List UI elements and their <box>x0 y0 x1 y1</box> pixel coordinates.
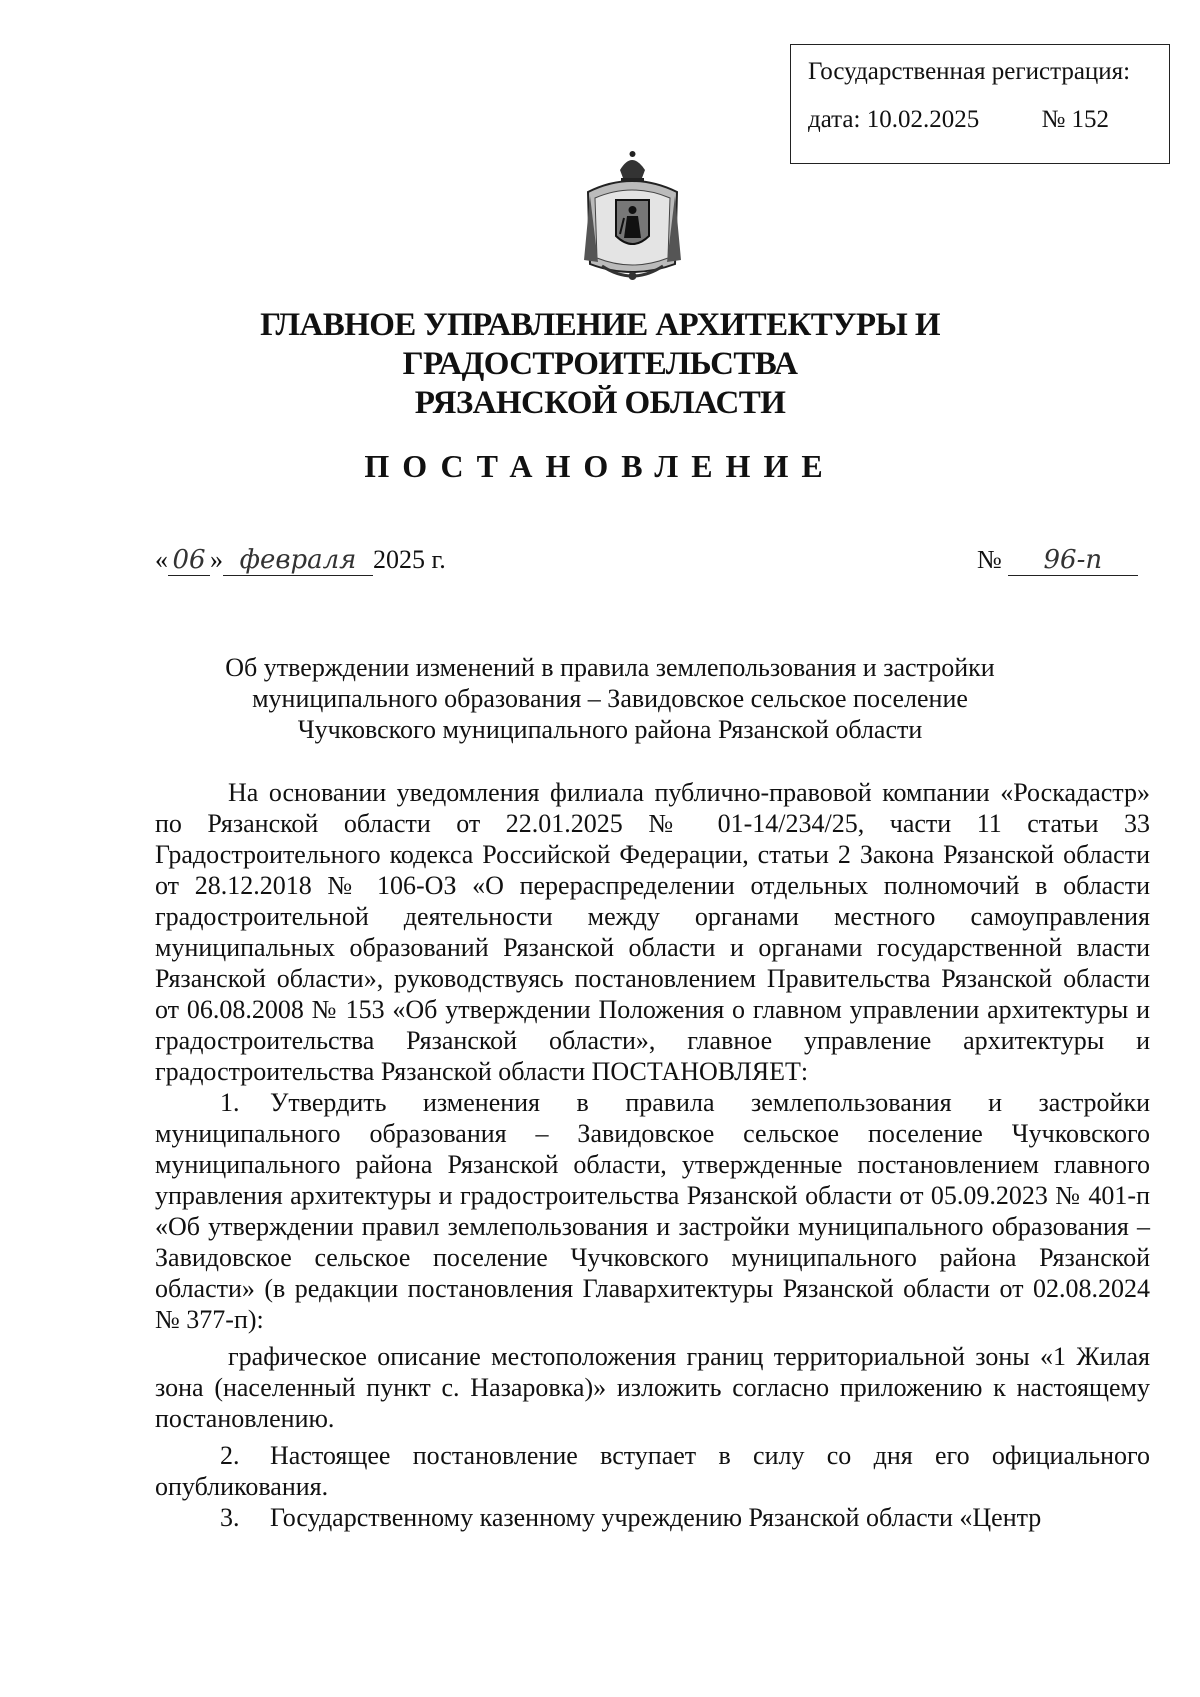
close-quote: » <box>210 545 223 574</box>
number-value: 96-п <box>1008 545 1138 576</box>
item-2-number: 2. <box>220 1441 240 1470</box>
date-year: 2025 г. <box>373 545 446 574</box>
item-1-subparagraph: графическое описание местоположения границ территориальной зоны «1 Жилая зона (населенный пункт с. Назаровка)» изложить согласно приложению к настоящему постановлению. <box>155 1342 1150 1433</box>
item-2-text: Настоящее постановление вступает в силу со дня его официального опубликования. <box>155 1441 1150 1501</box>
registration-line <box>808 107 1169 132</box>
number-prefix: № <box>977 545 1002 574</box>
ryazan-coat-of-arms-icon <box>580 148 685 286</box>
organization-line-2: РЯЗАНСКОЙ ОБЛАСТИ <box>414 385 786 421</box>
organization-line-1: ГЛАВНОЕ УПРАВЛЕНИЕ АРХИТЕКТУРЫ И ГРАДОСТРОИТЕЛЬСТВА <box>260 307 940 382</box>
registration-title: Государственная регистрация: <box>808 58 1131 85</box>
registration-stamp <box>790 44 1170 164</box>
item-3-text: Государственному казенному учреждению Рязанской области «Центр <box>270 1503 1042 1532</box>
preamble-paragraph: На основании уведомления филиала публично-правовой компании «Роскадастр» по Рязанской области от 22.01.2025 № 01-14/234/25, части 11 статьи 33 Градостроительного кодекса Российской Федерации, статьи 2 Закона Рязанской области от 28.12.2018 № 106-ОЗ «О перераспределении отдельных полномочий в области градостроительной деятельности между органами местного самоуправления муниципальных образований Рязанской области и органами государственной власти Рязанской области», руководствуясь постановлением Правительства Рязанской области от 06.08.2008 № 153 «Об утверждении Положения о главном управлении архитектуры и градостроительства Рязанской области», главное управление архитектуры и градостроительства Рязанской области ПОСТАНОВЛЯЕТ: <box>155 778 1150 1086</box>
item-3 <box>155 1502 1150 1533</box>
document-type: ПОСТАНОВЛЕНИЕ <box>364 448 836 484</box>
open-quote: « <box>155 545 168 574</box>
item-1-text: Утвердить изменения в правила землепользования и застройки муниципального образования – Завидовское сельское поселение Чучковского муниципального района Рязанской области, утвержденные постановлением главного управления архитектуры и градостроительства Рязанской области от 05.09.2023 № 401-п «Об утверждении правил землепользования и застройки муниципального образования – Завидовское сельское поселение Чучковского муниципального района Рязанской области» (в редакции постановления Главархитектуры Рязанской области от 02.08.2024 № 377-п): <box>155 1088 1150 1334</box>
document-body <box>155 777 1150 1533</box>
item-1 <box>155 1087 1150 1335</box>
subject-line-3: Чучковского муниципального района Рязанской области <box>297 715 923 744</box>
organization-name <box>60 306 1140 423</box>
registration-date: дата: 10.02.2025 <box>808 106 980 133</box>
subject-line-1: Об утверждении изменений в правила землепользования и застройки <box>225 653 995 682</box>
item-3-number: 3. <box>220 1503 240 1532</box>
subject-line-2: муниципального образования – Завидовское сельское поселение <box>252 684 968 713</box>
date-month: февраля <box>223 545 373 576</box>
document-date <box>155 545 446 576</box>
item-1-number: 1. <box>220 1088 240 1117</box>
item-2 <box>155 1440 1150 1502</box>
date-day: 06 <box>168 545 210 576</box>
registration-number: № 152 <box>1041 106 1110 133</box>
document-subject <box>170 652 1050 745</box>
document-number <box>977 545 1138 576</box>
